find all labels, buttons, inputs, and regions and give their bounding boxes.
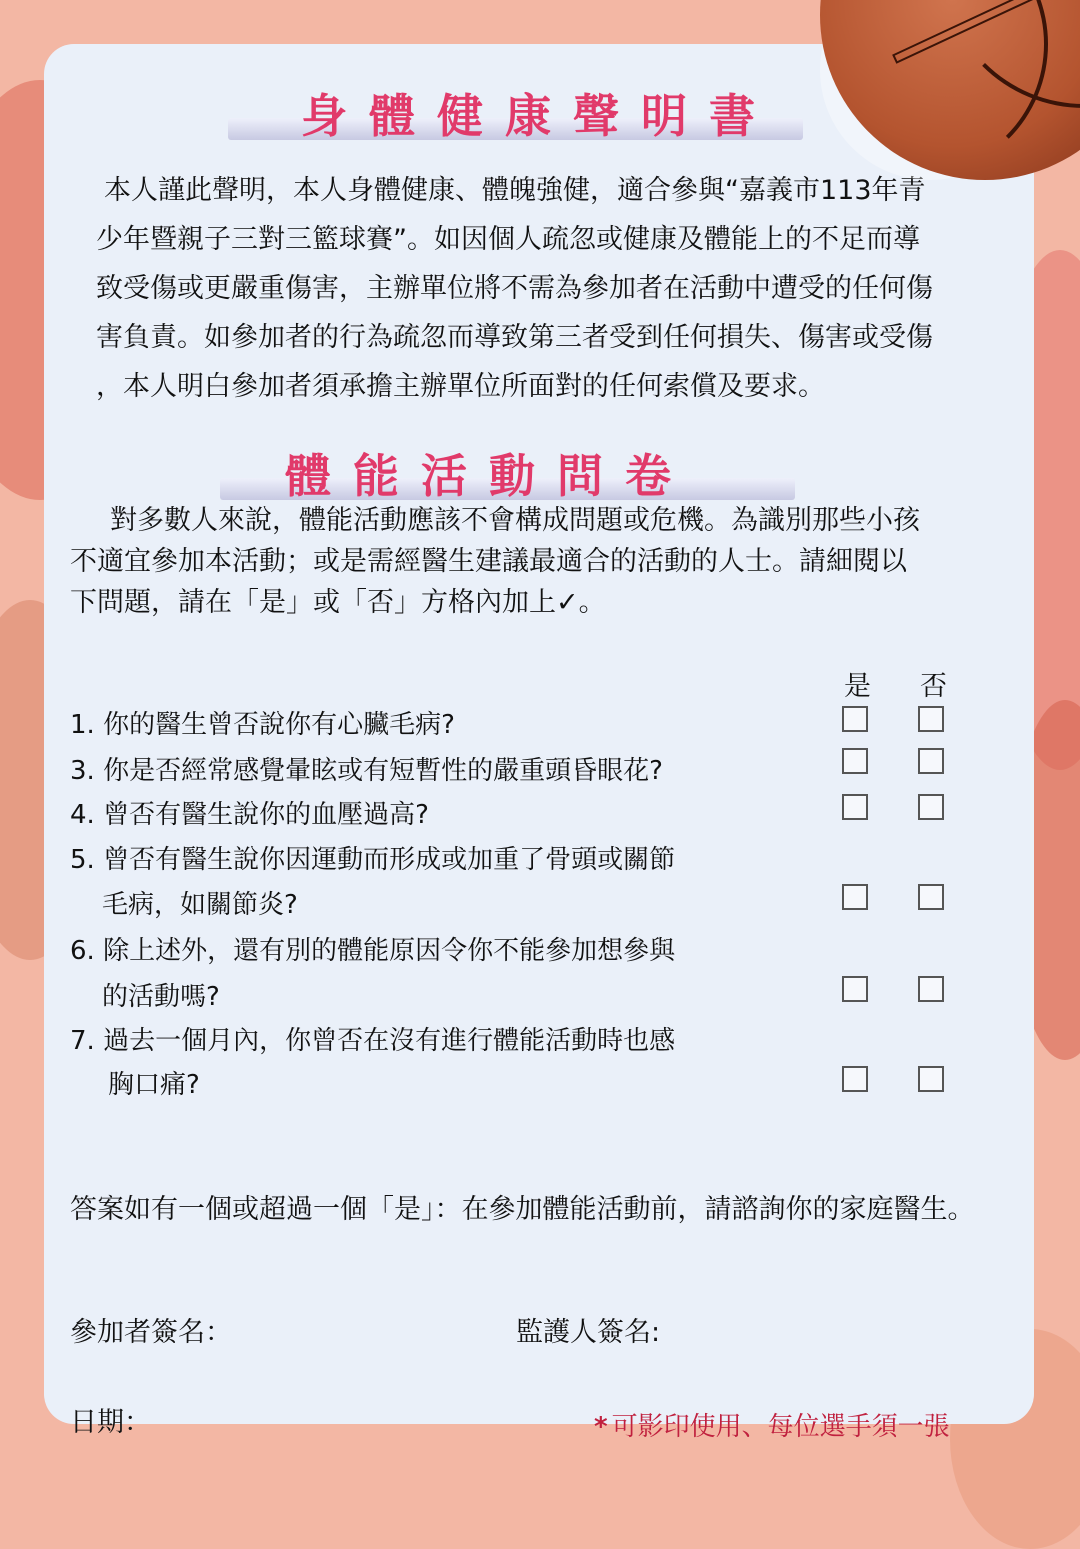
q5-yes-checkbox[interactable]	[842, 884, 868, 910]
declaration-line: 本人謹此聲明，本人身體健康、體魄強健，適合參與“嘉義市113年青	[104, 175, 926, 206]
q6-yes-checkbox[interactable]	[842, 976, 868, 1002]
declaration-line: 害負責。如參加者的行為疏忽而導致第三者受到任何損失、傷害或受傷	[96, 322, 933, 353]
declaration-line: 致受傷或更嚴重傷害，主辦單位將不需為參加者在活動中遭受的任何傷	[96, 273, 933, 304]
q7-yes-checkbox[interactable]	[842, 1066, 868, 1092]
declaration-text	[96, 166, 933, 411]
question-1: 1. 你的醫生曾否說你有心臟毛病?	[70, 710, 455, 740]
column-no: 否	[920, 671, 947, 702]
intro-line: 不適宜參加本活動；或是需經醫生建議最適合的活動的人士。請細閱以	[70, 546, 907, 577]
question-7-cont: 胸口痛?	[108, 1070, 200, 1100]
question-6: 6. 除上述外，還有別的體能原因令你不能參加想參與	[70, 936, 676, 966]
questionnaire-intro	[70, 500, 920, 623]
declaration-title: 身體健康聲明書	[301, 89, 777, 143]
q1-no-checkbox[interactable]	[918, 706, 944, 732]
questionnaire-title: 體能活動問卷	[285, 449, 693, 503]
question-5: 5. 曾否有醫生說你因運動而形成或加重了骨頭或關節	[70, 845, 676, 875]
question-5-cont: 毛病，如關節炎?	[102, 890, 298, 920]
intro-line: 下問題，請在「是」或「否」方格內加上✓。	[70, 587, 606, 618]
advice-note: 答案如有一個或超過一個「是」：在參加體能活動前，請諮詢你的家庭醫生。	[70, 1194, 975, 1225]
guardian-signature-label: 監護人簽名:	[516, 1317, 661, 1348]
q4-no-checkbox[interactable]	[918, 794, 944, 820]
intro-line: 對多數人來說，體能活動應該不會構成問題或危機。為識別那些小孩	[110, 505, 920, 536]
q5-no-checkbox[interactable]	[918, 884, 944, 910]
q4-yes-checkbox[interactable]	[842, 794, 868, 820]
question-4: 4. 曾否有醫生說你的血壓過高?	[70, 800, 429, 830]
q3-no-checkbox[interactable]	[918, 748, 944, 774]
q1-yes-checkbox[interactable]	[842, 706, 868, 732]
declaration-line: 少年暨親子三對三籃球賽”。如因個人疏忽或健康及體能上的不足而導	[96, 224, 920, 255]
participant-signature-label: 參加者簽名：	[70, 1317, 232, 1348]
question-3: 3. 你是否經常感覺暈眩或有短暫性的嚴重頭昏眼花?	[70, 756, 663, 786]
copy-note	[594, 1406, 950, 1443]
question-6-cont: 的活動嗎?	[102, 982, 220, 1012]
q6-no-checkbox[interactable]	[918, 976, 944, 1002]
form-card	[44, 44, 1034, 1442]
declaration-line: ，本人明白參加者須承擔主辦單位所面對的任何索償及要求。	[96, 371, 825, 402]
basketball-icon	[820, 0, 1080, 180]
column-yes: 是	[844, 671, 871, 702]
q7-no-checkbox[interactable]	[918, 1066, 944, 1092]
q3-yes-checkbox[interactable]	[842, 748, 868, 774]
asterisk-icon: *	[594, 1412, 608, 1442]
date-label: 日期：	[70, 1407, 151, 1438]
copy-note-text: 可影印使用、每位選手須一張	[611, 1412, 950, 1442]
question-7: 7. 過去一個月內，你曾否在沒有進行體能活動時也感	[70, 1026, 676, 1056]
